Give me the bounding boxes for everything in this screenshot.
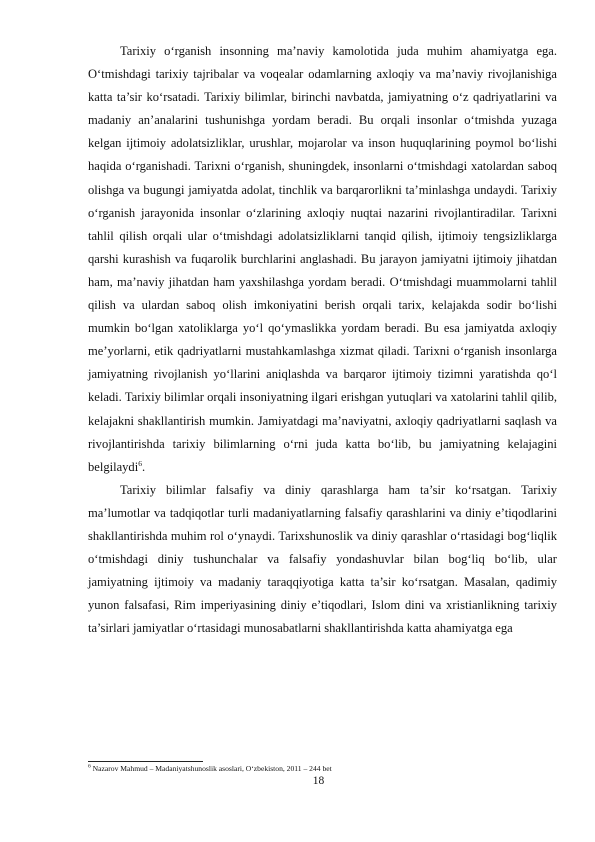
paragraph-2 [88,479,557,641]
footnote-separator [88,761,203,762]
footnote [88,764,557,774]
paragraph-2-text: Tarixiy bilimlar falsafiy va diniy qarashlarga ham ta’sir ko‘rsatgan. Tarixiy ma’lumotlar va tadqiqotlar turli madaniyatlarning falsafiy qarashlarini va diniy e’tiqodlarini shakllantirishda muhim rol o‘ynaydi. Tarixshunoslik va diniy qarashlar o‘rtasidagi bog‘liqlik o‘tmishdagi diniy tushunchalar va falsafiy yondashuvlar bilan bog‘liq bo‘lib, ular jamiyatning ijtimoiy va madaniy taraqqiyotiga katta ta’sir ko‘rsatgan. Masalan, qadimiy yunon falsafasi, Rim imperiyasining diniy e’tiqodlari, Islom dini va xristianlikning tarixiy ta’sirlari jamiyatlar o‘rtasidagi munosabatlarni shakllantirishda katta ahamiyatga ega [88,482,557,636]
footnote-text: Nazarov Mahmud – Madaniyatshunoslik asoslari, O‘zbekiston, 2011 – 244 bet [92,764,332,773]
body-text [88,40,557,640]
footnote-number: 6 [88,763,91,770]
paragraph-1-text: Tarixiy o‘rganish insonning ma’naviy kamolotida juda muhim ahamiyatga ega. O‘tmishdagi tarixiy tajribalar va voqealar odamlarning axloqiy va ma’naviy rivojlanishiga katta ta’sir ko‘rsatadi. Tarixiy bilimlar, birinchi navbatda, jamiyatning o‘z qadriyatlarini va madaniy an’analarini tushunishga yordam beradi. Bu orqali insonlar o‘tmishda yuzaga kelgan ijtimoiy adolatsizliklar, urushlar, mojarolar va inson huquqlarining poymol bo‘lishi haqida o‘rganishadi. Tarixni o‘rganish, shuningdek, insonlarni o‘tmishdagi xatolardan saboq olishga va bugungi jamiyatda adolat, tinchlik va barqarorlikni ta’minlashga undaydi. Tarixiy o‘rganish jarayonida insonlar o‘zlarining axloqiy nuqtai nazarini rivojlantiradilar. Tarixni tahlil qilish orqali ular o‘tmishdagi adolatsizliklarni tanqid qilish, ijtimoiy tengsizliklarga qarshi kurashish va fuqarolik burchlarini anglashadi. Bu jarayon jamiyatni ijtimoiy jihatdan ham, ma’naviy jihatdan ham yaxshilashga yordam beradi. O‘tmishdagi muammolarni tahlil qilish va ulardan saboq olish imkoniyatini berish orqali tarix, kelajakda sodir bo‘lishi mumkin bo‘lgan xatoliklarga yo‘l qo‘ymaslikka yordam beradi. Bu esa jamiyatda axloqiy me’yorlarni, etik qadriyatlarni mustahkamlashga xizmat qiladi. Tarixni o‘rganish insonlarga jamiyatning rivojlanish yo‘llarini aniqlashda va barqaror ijtimoiy tizimni yaratishda qo‘l keladi. Tarixiy bilimlar orqali insoniyatning ilgari erishgan yutuqlari va xatolarini tahlil qilib, kelajakni shakllantirish mumkin. Jamiyatdagi ma’naviyatni, axloqiy qadriyatlarni saqlash va rivojlantirishda tarixiy bilimlarning o‘rni juda katta bo‘lib, bu jamiyatning kelajagini belgilaydi [88,44,557,474]
paragraph-1: Tarixiy o‘rganish insonning ma’naviy kamolotida juda muhim ahamiyatga ega. O‘tmishdagi tarixiy tajribalar va voqealar odamlarning axloqiy va ma’naviy rivojlanishiga katta ta’sir ko‘rsatadi. Tarixiy bilimlar, birinchi navbatda, jamiyatning o‘z qadriyatlarini va madaniy an’analarini tushunishga yordam beradi. Bu orqali insonlar o‘tmishda yuzaga kelgan ijtimoiy adolatsizliklar, urushlar, mojarolar va inson huquqlarining poymol bo‘lishi haqida o‘rganishadi. Tarixni o‘rganish, shuningdek, insonlarni o‘tmishdagi xatolardan saboq olishga va bugungi jamiyatda adolat, tinchlik va barqarorlikni ta’minlashga undaydi. Tarixiy o‘rganish jarayonida insonlar o‘zlarining axloqiy nuqtai nazarini rivojlantiradilar. Tarixni tahlil qilish orqali ular o‘tmishdagi adolatsizliklarni tanqid qilish, ijtimoiy tengsizliklarga qarshi kurashish va fuqarolik burchlarini anglashadi. Bu jarayon jamiyatni ijtimoiy jihatdan ham, ma’naviy jihatdan ham yaxshilashga yordam beradi. O‘tmishdagi muammolarni tahlil qilish va ulardan saboq olish imkoniyatini berish orqali tarix, kelajakda sodir bo‘lishi mumkin bo‘lgan xatoliklarga yo‘l qo‘ymaslikka yordam beradi. Bu esa jamiyatda axloqiy me’yorlarni, etik qadriyatlarni mustahkamlashga xizmat qiladi. Tarixni o‘rganish insonlarga jamiyatning rivojlanish yo‘llarini aniqlashda va barqaror ijtimoiy tizimni yaratishda qo‘l keladi. Tarixiy bilimlar orqali insoniyatning ilgari erishgan yutuqlari va xatolarini tahlil qilib, kelajakni shakllantirish mumkin. Jamiyatdagi ma’naviyatni, axloqiy qadriyatlarni saqlash va rivojlantirishda tarixiy bilimlarning o‘rni juda katta bo‘lib, bu jamiyatning kelajagini belgilaydi$^6$. [88,44,557,474]
page-number: 18 [312,775,325,787]
footnote-reference[interactable]: 6 [138,458,142,468]
